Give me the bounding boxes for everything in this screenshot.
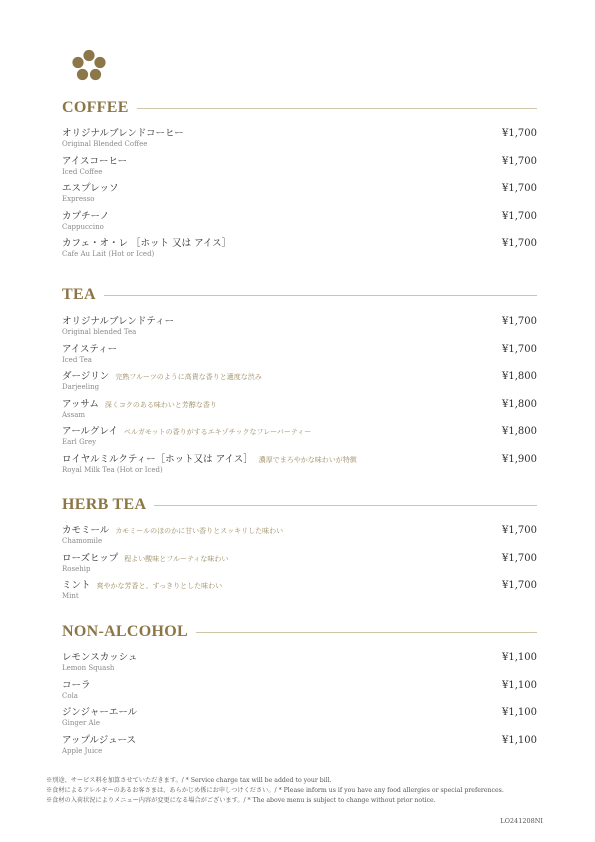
- item-price: ¥1,700: [502, 343, 537, 355]
- menu-item: [62, 156, 537, 182]
- item-description: 程よい酸味とフルーティな味わい: [124, 554, 229, 563]
- section-header: [62, 100, 537, 116]
- item-name-jp-text: カプチーノ: [62, 210, 110, 222]
- menu-item: [62, 652, 537, 678]
- item-price: ¥1,100: [502, 652, 537, 663]
- section-divider: [104, 295, 537, 296]
- item-name-jp-text: カフェ・オ・レ ［ホット 又は アイス］: [62, 238, 232, 250]
- item-name-jp: [62, 183, 119, 194]
- item-name-jp: [62, 580, 222, 592]
- item-name-jp-text: アールグレイ: [62, 426, 118, 438]
- item-price: ¥1,100: [502, 679, 537, 691]
- section-header: [62, 497, 537, 513]
- item-name-en: Original Blended Coffee: [62, 140, 148, 148]
- item-name-jp: [62, 128, 184, 139]
- item-name-en: Original blended Tea: [62, 328, 137, 336]
- item-name-jp: [62, 399, 217, 411]
- item-name-en: Iced Coffee: [62, 167, 103, 176]
- item-description: 濃厚でまろやかな味わいが特徴: [258, 456, 357, 464]
- item-name-en: Earl Grey: [62, 438, 97, 447]
- item-price: ¥1,700: [502, 580, 537, 592]
- item-name-en: Iced Tea: [62, 355, 92, 364]
- menu-item: [62, 128, 537, 154]
- item-name-jp-text: ロイヤルミルクティー［ホット又は アイス］: [62, 454, 253, 465]
- item-description: カモミールのほのかに甘い香りとスッキリした味わい: [115, 527, 284, 535]
- item-name-jp-text: レモンスカッシュ: [62, 652, 138, 663]
- item-price: ¥1,800: [502, 371, 537, 383]
- section-divider: [137, 108, 537, 109]
- item-name-jp-text: ローズヒップ: [62, 552, 119, 564]
- footnote-allergies: ※食材によるアレルギーのあるお客さまは、あらかじめ係にお申しつけください。/ * Please inform us if you have any food allergies or special preferences.: [46, 787, 504, 794]
- section-header: [62, 287, 537, 303]
- menu-item: [62, 371, 537, 397]
- item-price: ¥1,700: [502, 210, 537, 222]
- item-name-jp-text: アイスコーヒー: [62, 155, 128, 167]
- footnote-service-charge: ※別途、サービス料を加算させていただきます。/ * Service charge tax will be added to your bill.: [46, 777, 332, 784]
- item-description: 完熟フルーツのように高貴な香りと適度な渋み: [115, 373, 262, 382]
- item-price: ¥1,800: [502, 398, 537, 410]
- item-name-en: Cola: [62, 691, 78, 700]
- item-price: ¥1,700: [502, 155, 537, 167]
- item-name-jp: [62, 211, 109, 222]
- menu-item: [62, 525, 537, 551]
- item-price: ¥1,700: [502, 525, 537, 536]
- item-price: ¥1,700: [502, 238, 537, 250]
- item-description: 爽やかな芳香と、すっきりとした味わい: [96, 582, 223, 591]
- item-name-en: Cafe Au Lait (Hot or Iced): [62, 250, 155, 259]
- item-description: ベルガモットの香りがするエキゾチックなフレーバーティー: [123, 428, 312, 437]
- item-price: ¥1,100: [502, 734, 537, 746]
- item-price: ¥1,700: [502, 316, 537, 327]
- item-name-en: Assam: [62, 410, 86, 419]
- item-name-jp: [62, 238, 231, 249]
- item-name-jp: [62, 344, 117, 355]
- section-title: COFFEE: [62, 99, 129, 116]
- item-name-en: Rosehip: [62, 564, 91, 573]
- item-name-jp-text: カモミール: [62, 525, 110, 536]
- item-name-jp: [62, 680, 91, 691]
- menu-item: [62, 735, 537, 761]
- menu-item: [62, 580, 537, 606]
- menu-item: [62, 680, 537, 706]
- item-price: ¥1,100: [502, 707, 537, 719]
- menu-item: [62, 183, 537, 209]
- item-name-en: Lemon Squash: [62, 664, 115, 672]
- item-name-jp-text: ミント: [62, 580, 91, 592]
- menu-item: [62, 454, 537, 480]
- item-name-jp-text: エスプレッソ: [62, 183, 119, 195]
- menu-item: [62, 238, 537, 264]
- item-price: ¥1,700: [502, 183, 537, 195]
- footnotes: [46, 776, 504, 806]
- item-name-en: Apple Juice: [62, 746, 103, 755]
- item-name-en: Darjeeling: [62, 383, 100, 392]
- item-price: ¥1,700: [502, 128, 537, 139]
- section-title: HERB TEA: [62, 496, 147, 513]
- item-name-jp: [62, 707, 137, 718]
- item-name-jp-text: アイスティー: [62, 343, 118, 355]
- menu-item: [62, 553, 537, 579]
- item-name-jp: [62, 156, 127, 167]
- item-price: ¥1,700: [502, 552, 537, 564]
- item-name-jp: [62, 426, 311, 438]
- menu-item: [62, 426, 537, 452]
- item-name-jp: [62, 316, 174, 327]
- item-name-jp: [62, 454, 357, 466]
- menu-item: [62, 344, 537, 370]
- section-header: [62, 624, 537, 640]
- item-name-jp: [62, 553, 228, 565]
- item-name-jp-text: コーラ: [62, 679, 91, 691]
- item-price: ¥1,900: [502, 454, 537, 465]
- item-name-jp: [62, 525, 283, 537]
- flower-logo-icon: [72, 49, 106, 81]
- item-name-en: Chamomile: [62, 537, 103, 545]
- menu-code: LO241208NI: [500, 817, 543, 825]
- footnote-menu-change: ※食材の入荷状況によりメニュー内容が変更になる場合がございます。/ * The above menu is subject to change without prior notice.: [46, 797, 436, 804]
- menu-item: [62, 211, 537, 237]
- item-description: 深くコクのある味わいと芳醇な香り: [104, 400, 217, 409]
- item-name-jp-text: ジンジャーエール: [62, 707, 138, 719]
- item-name-jp-text: オリジナルブレンドティー: [62, 316, 175, 327]
- item-name-jp: [62, 735, 136, 746]
- menu-item: [62, 316, 537, 342]
- item-name-en: Ginger Ale: [62, 719, 100, 728]
- item-name-jp-text: ダージリン: [62, 371, 110, 383]
- section-title: NON-ALCOHOL: [62, 623, 188, 640]
- item-name-en: Cappuccino: [62, 222, 104, 231]
- section-divider: [196, 632, 537, 633]
- item-name-en: Royal Milk Tea (Hot or Iced): [62, 466, 163, 474]
- item-name-jp: [62, 652, 137, 663]
- item-name-jp-text: アップルジュース: [62, 734, 137, 746]
- item-price: ¥1,800: [502, 426, 537, 438]
- item-name-jp-text: アッサム: [62, 398, 99, 410]
- item-name-en: Mint: [62, 592, 79, 601]
- section-divider: [154, 505, 537, 506]
- section-title: TEA: [62, 286, 96, 303]
- item-name-jp: [62, 371, 262, 383]
- item-name-jp-text: オリジナルブレンドコーヒー: [62, 128, 184, 139]
- menu-item: [62, 707, 537, 733]
- menu-item: [62, 399, 537, 425]
- item-name-en: Expresso: [62, 195, 95, 204]
